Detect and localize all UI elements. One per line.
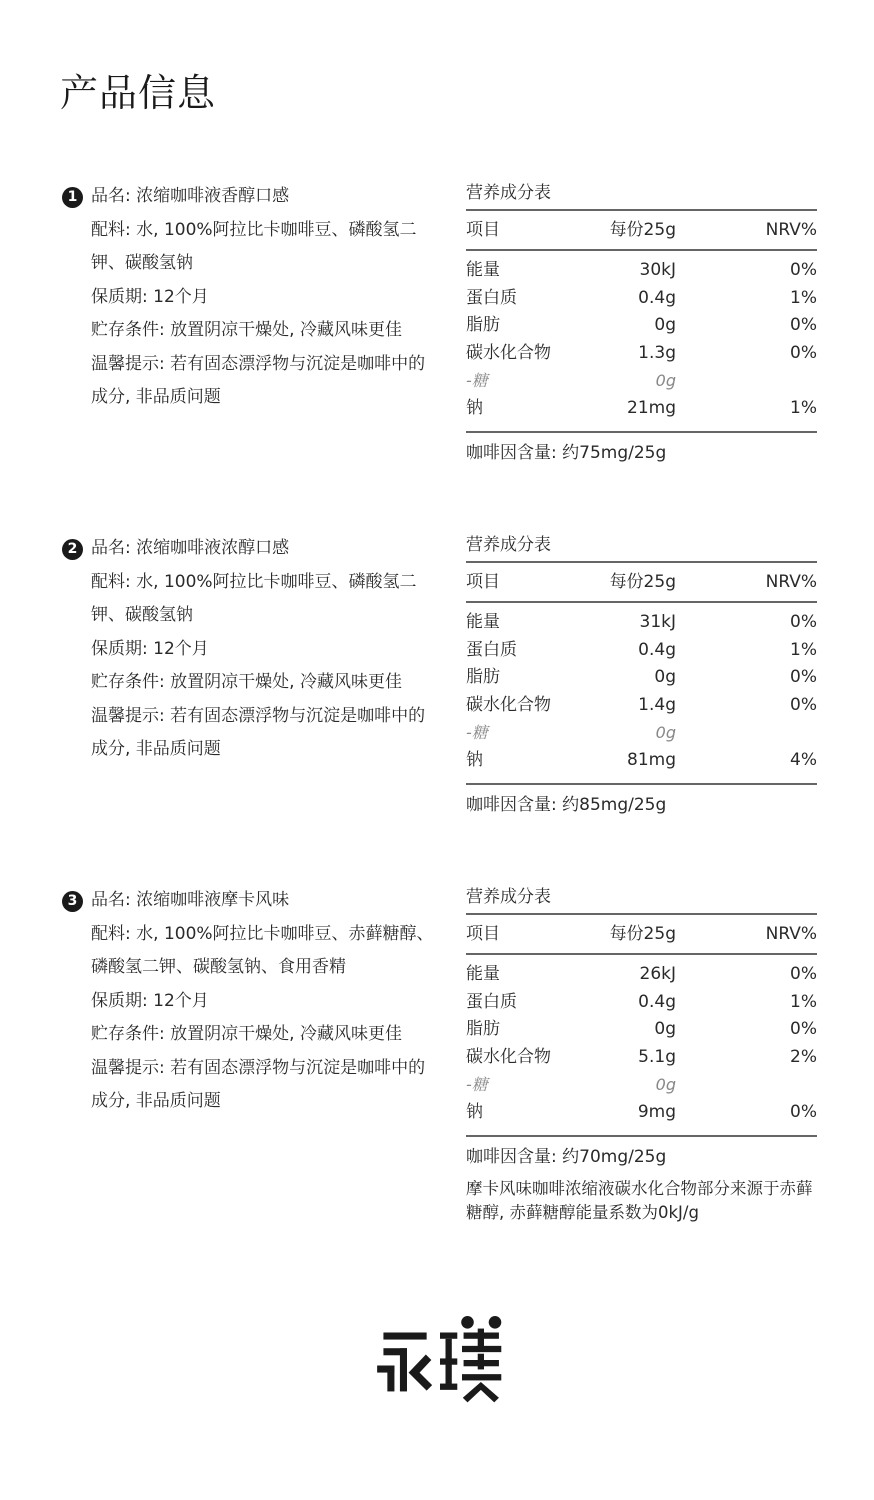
table-row bbox=[466, 1071, 817, 1099]
info-line: 保质期: 12个月 bbox=[91, 638, 209, 659]
caffeine-content: 咖啡因含量: 约75mg/25g bbox=[466, 442, 667, 463]
info-line: 品名: 浓缩咖啡液浓醇口感 bbox=[91, 538, 290, 558]
nutrient-nrv: 0% bbox=[790, 1019, 817, 1040]
info-line: 温馨提示: 若有固态漂浮物与沉淀是咖啡中的成分, 非品质问题 bbox=[91, 353, 426, 407]
table-row bbox=[466, 664, 817, 692]
table-row bbox=[466, 747, 817, 775]
header-per-serving: 每份25g bbox=[609, 572, 676, 592]
nutrition-table-title: 营养成分表 bbox=[466, 183, 551, 203]
table-row bbox=[466, 609, 817, 637]
nutrient-amount: 21mg bbox=[627, 397, 676, 418]
product-number-badge: 2 bbox=[62, 539, 83, 560]
nutrient-amount: 31kJ bbox=[639, 612, 676, 632]
nutrient-name: 碳水化合物 bbox=[466, 694, 551, 715]
info-line: 温馨提示: 若有固态漂浮物与沉淀是咖啡中的成分, 非品质问题 bbox=[91, 1057, 426, 1111]
nutrient-name: 脂肪 bbox=[466, 1019, 500, 1040]
table-row bbox=[466, 340, 817, 368]
header-per-serving: 每份25g bbox=[609, 220, 676, 240]
nutrient-amount: 26kJ bbox=[639, 964, 676, 984]
table-header bbox=[466, 211, 817, 251]
info-line: 配料: 水, 100%阿拉比卡咖啡豆、磷酸氢二钾、碳酸氢钠 bbox=[91, 219, 417, 273]
info-line: 配料: 水, 100%阿拉比卡咖啡豆、赤藓糖醇、磷酸氢二钾、碳酸氢钠、食用香精 bbox=[91, 923, 434, 977]
header-per-serving: 每份25g bbox=[609, 924, 676, 944]
nutrient-name: 脂肪 bbox=[466, 315, 500, 336]
info-line: 品名: 浓缩咖啡液香醇口感 bbox=[91, 186, 290, 206]
nutrient-nrv: 0% bbox=[790, 315, 817, 336]
info-line: 保质期: 12个月 bbox=[91, 990, 209, 1011]
nutrient-amount: 0.4g bbox=[638, 287, 676, 308]
nutrient-nrv: 1% bbox=[790, 397, 817, 418]
nutrition-table bbox=[466, 537, 817, 817]
nutrient-amount: 0.4g bbox=[638, 639, 676, 660]
info-line: 品名: 浓缩咖啡液摩卡风味 bbox=[91, 890, 290, 910]
nutrient-nrv: 0% bbox=[790, 667, 817, 688]
table-row bbox=[466, 257, 817, 285]
nutrient-nrv bbox=[676, 719, 817, 747]
nutrient-amount: 0g bbox=[654, 667, 676, 688]
nutrient-amount: 0g bbox=[654, 1019, 676, 1040]
nutrient-nrv: 2% bbox=[790, 1046, 817, 1067]
nutrient-name: 蛋白质 bbox=[466, 991, 517, 1012]
nutrient-nrv: 4% bbox=[790, 749, 817, 770]
header-nrv: NRV% bbox=[765, 220, 817, 240]
header-item: 项目 bbox=[466, 220, 500, 240]
page-title: 产品信息 bbox=[60, 71, 217, 115]
table-row bbox=[466, 312, 817, 340]
nutrient-amount: 9mg bbox=[637, 1101, 676, 1122]
header-nrv: NRV% bbox=[765, 572, 817, 592]
product-section bbox=[0, 185, 874, 525]
product-info bbox=[91, 884, 436, 1119]
nutrient-amount: 0g bbox=[655, 723, 676, 743]
nutrition-table-title: 营养成分表 bbox=[466, 535, 551, 555]
nutrient-nrv bbox=[676, 367, 817, 395]
nutrient-nrv: 0% bbox=[790, 612, 817, 632]
info-line: 贮存条件: 放置阴凉干燥处, 冷藏风味更佳 bbox=[91, 320, 402, 340]
nutrient-name: -糖 bbox=[466, 1075, 488, 1095]
nutrient-nrv: 0% bbox=[790, 1101, 817, 1122]
nutrient-name: 钠 bbox=[466, 397, 483, 418]
nutrient-nrv bbox=[676, 1071, 817, 1099]
table-row bbox=[466, 1044, 817, 1072]
table-row bbox=[466, 367, 817, 395]
info-line: 贮存条件: 放置阴凉干燥处, 冷藏风味更佳 bbox=[91, 1024, 402, 1044]
table-header bbox=[466, 915, 817, 955]
nutrient-nrv: 1% bbox=[790, 287, 817, 308]
product-info bbox=[91, 180, 436, 415]
nutrition-table-title: 营养成分表 bbox=[466, 887, 551, 907]
nutrient-nrv: 1% bbox=[790, 639, 817, 660]
nutrient-name: 能量 bbox=[466, 612, 500, 632]
nutrient-amount: 1.4g bbox=[638, 694, 676, 715]
table-row bbox=[466, 692, 817, 720]
product-section bbox=[0, 889, 874, 1229]
table-row bbox=[466, 1016, 817, 1044]
nutrient-name: 脂肪 bbox=[466, 667, 500, 688]
nutrient-amount: 30kJ bbox=[639, 260, 676, 280]
table-row bbox=[466, 989, 817, 1017]
nutrient-nrv: 0% bbox=[790, 260, 817, 280]
nutrient-name: 能量 bbox=[466, 260, 500, 280]
info-line: 保质期: 12个月 bbox=[91, 286, 209, 307]
table-row bbox=[466, 1099, 817, 1127]
footnote: 摩卡风味咖啡浓缩液碳水化合物部分来源于赤藓糖醇, 赤藓糖醇能量系数为0kJ/g bbox=[466, 1178, 813, 1222]
nutrient-amount: 0g bbox=[655, 371, 676, 391]
table-row bbox=[466, 395, 817, 423]
table-row bbox=[466, 719, 817, 747]
nutrient-amount: 5.1g bbox=[638, 1046, 676, 1067]
table-row bbox=[466, 637, 817, 665]
nutrient-nrv: 0% bbox=[790, 694, 817, 715]
info-line: 贮存条件: 放置阴凉干燥处, 冷藏风味更佳 bbox=[91, 672, 402, 692]
nutrient-name: 钠 bbox=[466, 1101, 483, 1122]
header-item: 项目 bbox=[466, 572, 500, 592]
product-info bbox=[91, 532, 436, 767]
nutrient-name: 蛋白质 bbox=[466, 639, 517, 660]
nutrient-name: 能量 bbox=[466, 964, 500, 984]
table-header bbox=[466, 563, 817, 603]
nutrient-name: 碳水化合物 bbox=[466, 1046, 551, 1067]
nutrient-name: 碳水化合物 bbox=[466, 342, 551, 363]
caffeine-content: 咖啡因含量: 约70mg/25g bbox=[466, 1146, 667, 1167]
product-number-badge: 1 bbox=[62, 187, 83, 208]
nutrient-nrv: 0% bbox=[790, 342, 817, 363]
table-row bbox=[466, 285, 817, 313]
nutrient-amount: 1.3g bbox=[638, 342, 676, 363]
table-row bbox=[466, 961, 817, 989]
brand-logo bbox=[360, 1305, 520, 1415]
nutrient-nrv: 0% bbox=[790, 964, 817, 984]
caffeine-content: 咖啡因含量: 约85mg/25g bbox=[466, 794, 667, 815]
product-number-badge: 3 bbox=[62, 891, 83, 912]
nutrient-name: -糖 bbox=[466, 723, 488, 743]
info-line: 温馨提示: 若有固态漂浮物与沉淀是咖啡中的成分, 非品质问题 bbox=[91, 705, 426, 759]
info-line: 配料: 水, 100%阿拉比卡咖啡豆、磷酸氢二钾、碳酸氢钠 bbox=[91, 571, 417, 625]
header-nrv: NRV% bbox=[765, 924, 817, 944]
product-section bbox=[0, 537, 874, 877]
nutrient-name: 钠 bbox=[466, 749, 483, 770]
nutrient-nrv: 1% bbox=[790, 991, 817, 1012]
nutrient-amount: 81mg bbox=[627, 749, 676, 770]
nutrient-amount: 0g bbox=[655, 1075, 676, 1095]
nutrient-name: 蛋白质 bbox=[466, 287, 517, 308]
nutrient-amount: 0g bbox=[654, 315, 676, 336]
nutrition-table bbox=[466, 185, 817, 465]
nutrient-name: -糖 bbox=[466, 371, 488, 391]
nutrient-amount: 0.4g bbox=[638, 991, 676, 1012]
header-item: 项目 bbox=[466, 924, 500, 944]
nutrition-table bbox=[466, 889, 817, 1225]
